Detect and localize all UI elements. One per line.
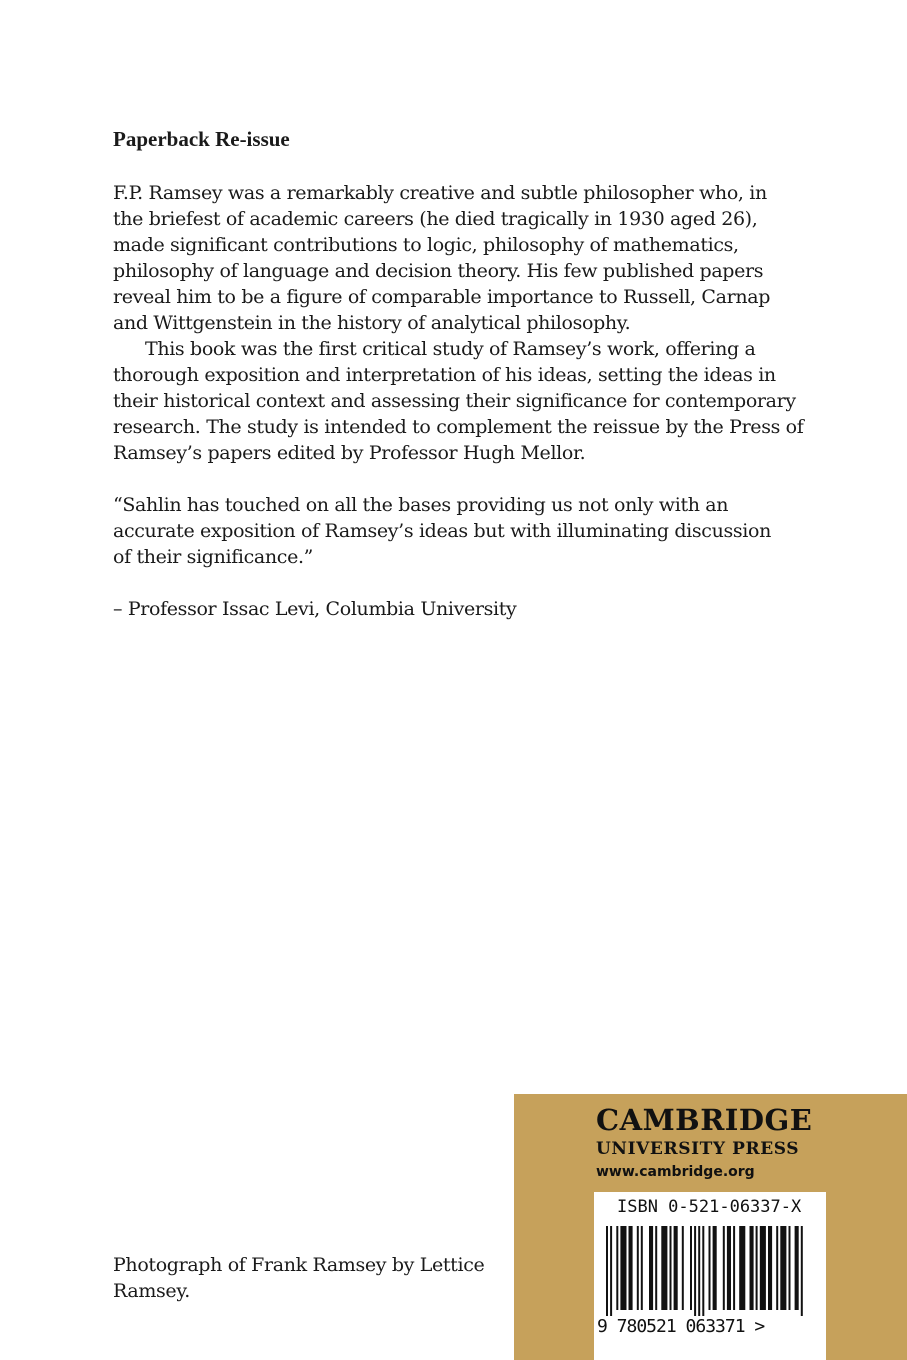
text-line: and Wittgenstein in the history of analytical philosophy. [113,312,631,334]
barcode-bar-28 [780,1226,786,1310]
publisher-url[interactable]: www.cambridge.org [596,1164,755,1180]
barcode-bar-6 [641,1226,643,1310]
barcode-bar-7 [649,1226,653,1310]
barcode-bar-10 [670,1226,672,1310]
barcode-bar-29 [789,1226,791,1310]
text-line: of their significance.” [113,546,314,568]
text-line: reveal him to be a figure of comparable importance to Russell, Carnap [113,286,771,308]
publisher-subname: UNIVERSITY PRESS [596,1139,800,1159]
barcode-bar-15 [698,1226,700,1316]
barcode-bar-27 [776,1226,778,1310]
text-line: the briefest of academic careers (he died tragically in 1930 aged 26), [113,208,758,230]
barcode-bar-25 [760,1226,766,1310]
description-paragraph-1 [113,180,813,336]
barcode-bar-0 [606,1226,608,1316]
barcode-bar-13 [690,1226,692,1310]
text-line: “Sahlin has touched on all the bases providing us not only with an [113,494,729,516]
barcode-bar-11 [674,1226,678,1310]
text-line: accurate exposition of Ramsey’s ideas but with illuminating discussion [113,520,771,542]
barcode-bar-17 [709,1226,711,1310]
publisher-block [514,1094,907,1360]
barcode-bar-8 [655,1226,657,1310]
barcode-bar-23 [750,1226,754,1310]
barcode-bar-12 [682,1226,684,1310]
text-line: their historical context and assessing their significance for contemporary [113,390,796,412]
text-line: Ramsey. [113,1280,190,1302]
isbn-label: ISBN 0-521-06337-X [617,1197,802,1217]
barcode-bar-18 [713,1226,717,1310]
barcode-bar-2 [616,1226,618,1310]
barcode-bar-20 [727,1226,731,1310]
text-line: thorough exposition and interpretation of his ideas, setting the ideas in [113,364,776,386]
barcode-bar-24 [756,1226,758,1310]
text-line: Photograph of Frank Ramsey by Lettice [113,1254,485,1276]
barcode-bar-19 [723,1226,725,1310]
ean-number: 9 780521 063371 > [597,1316,765,1337]
quote-attribution [113,596,813,622]
barcode-icon [594,1222,826,1316]
barcode-bar-3 [620,1226,626,1310]
publisher-name: CAMBRIDGE [596,1103,813,1137]
barcode-bar-4 [629,1226,633,1310]
text-line: F.P. Ramsey was a remarkably creative and subtle philosopher who, in [113,182,767,204]
barcode-bar-1 [610,1226,612,1316]
text-line: philosophy of language and decision theory. His few published papers [113,260,764,282]
review-quote [113,492,813,570]
barcode-bar-22 [739,1226,745,1310]
text-line: This book was the first critical study of Ramsey’s work, offering a [145,338,756,360]
text-line: made significant contributions to logic, philosophy of mathematics, [113,234,739,256]
barcode-bar-14 [694,1226,696,1316]
barcode-bar-9 [661,1226,667,1310]
text-line: Ramsey’s papers edited by Professor Hugh Mellor. [113,442,586,464]
description-paragraph-2 [113,336,813,466]
text-line: research. The study is intended to complement the reissue by the Press of [113,416,804,438]
barcode-bar-31 [801,1226,803,1316]
barcode-bar-30 [795,1226,799,1310]
barcode-bar-16 [702,1226,704,1316]
heading: Paperback Re-issue [113,127,290,151]
text-line: – Professor Issac Levi, Columbia University [113,598,517,620]
barcode-bar-5 [637,1226,639,1310]
barcode-bar-21 [733,1226,735,1310]
barcode-box [594,1192,826,1360]
barcode-bar-26 [768,1226,772,1310]
